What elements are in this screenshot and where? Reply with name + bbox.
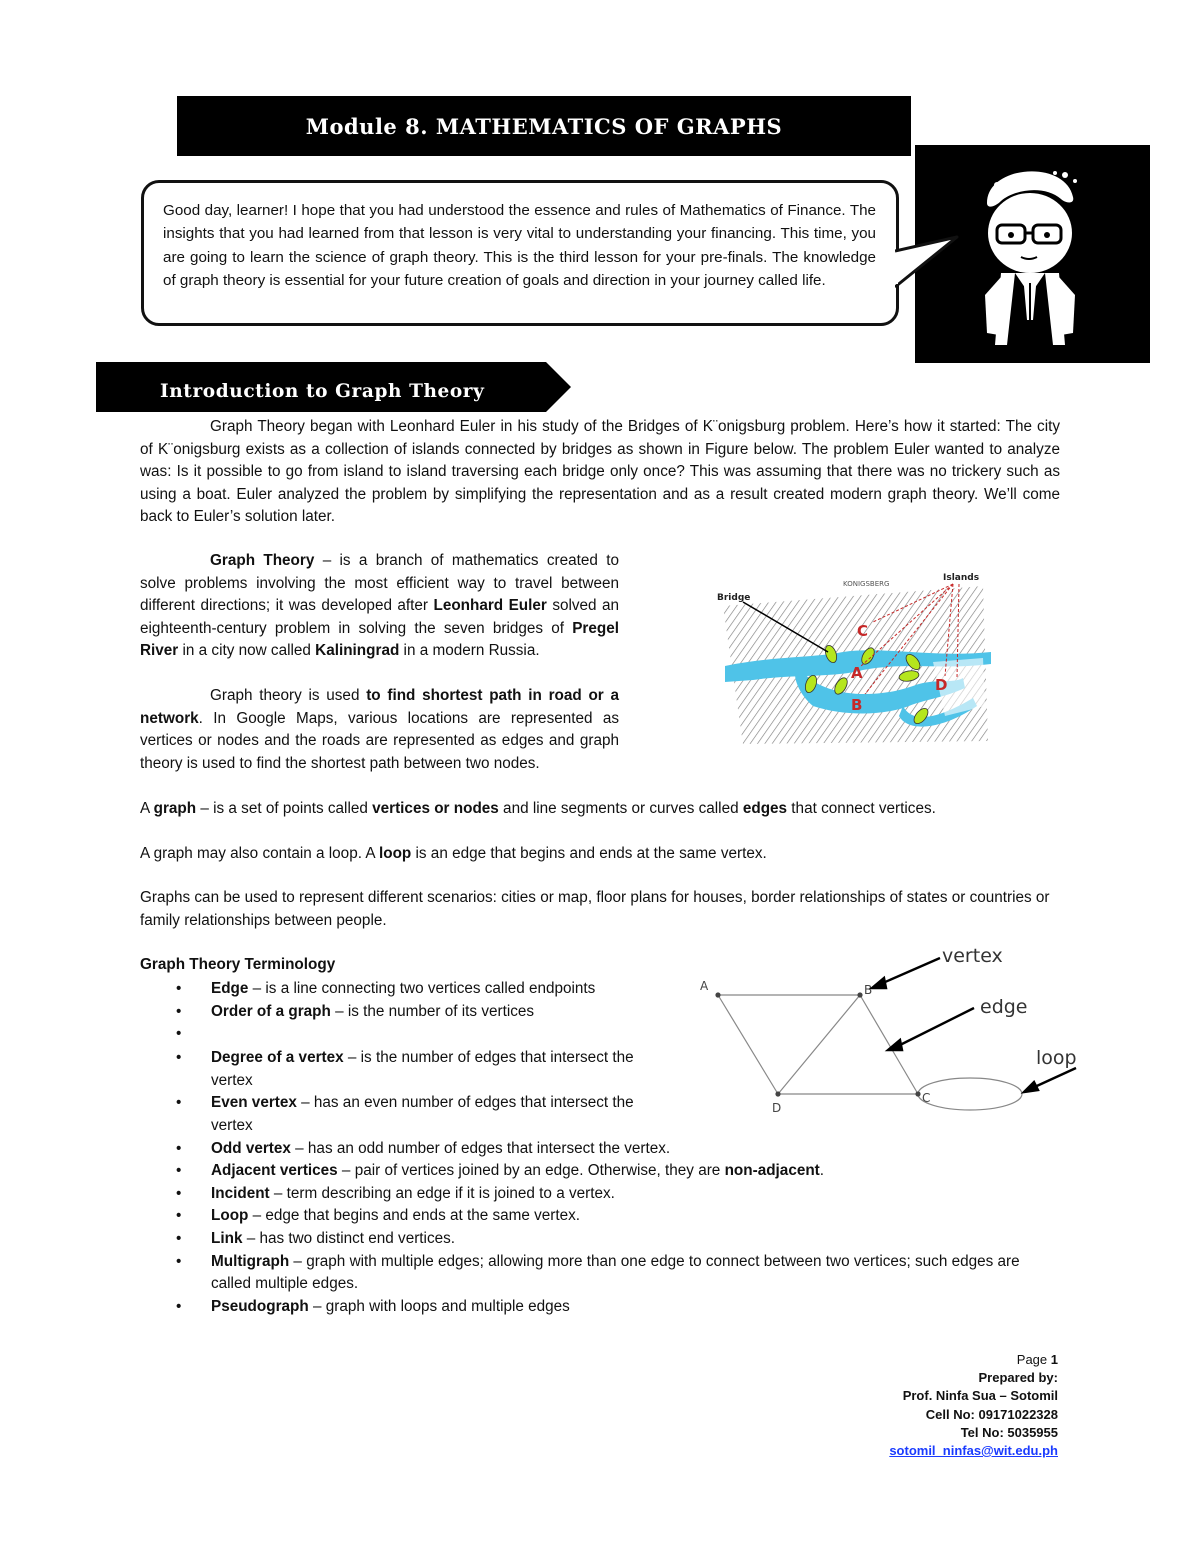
term-desc: – pair of vertices joined by an edge. Otherwise, they are (337, 1162, 725, 1180)
bullet-icon: • (176, 1184, 182, 1202)
term-name: Loop (211, 1207, 249, 1225)
loop-def-text: is an edge that begins and ends at the same vertex. (411, 845, 767, 862)
page-number: 1 (1050, 1352, 1058, 1367)
page-number-line (860, 1351, 1058, 1369)
tel-number: Tel No: 5035955 (960, 1424, 1058, 1440)
vertices-term: vertices or nodes (372, 800, 499, 817)
bullet-icon: • (176, 1207, 182, 1225)
vertex-label-d: D (772, 1101, 782, 1115)
node-label-b: B (851, 696, 863, 714)
non-adjacent-term: non-adjacent (724, 1162, 820, 1180)
term-desc: – is a line connecting two vertices called endpoints (248, 980, 596, 997)
term-name: Multigraph (211, 1252, 290, 1270)
definition-text: solved an eighteenth-century problem in solving the seven bridges of (140, 597, 620, 637)
list-item (140, 1228, 1080, 1251)
term-name: Adjacent vertices (211, 1162, 338, 1180)
term-desc: . (819, 1162, 825, 1180)
term-desc: – is the number of edges that intersect the vertex (211, 1049, 634, 1089)
term-desc: – is the number of its vertices (330, 1002, 535, 1020)
term-desc: – has an even number of edges that intersect the vertex (211, 1094, 634, 1134)
bullet-icon: • (176, 1094, 182, 1112)
term-desc: – has two distinct end vertices. (242, 1229, 456, 1247)
definition-text: in a city now called (178, 642, 316, 659)
node-label-a: A (851, 664, 863, 682)
edges-term: edges (742, 800, 788, 817)
intro-paragraph: Graph Theory began with Leonhard Euler in his study of the Bridges of K¨onigsburg problem. Here’s how it started: The city of K¨onigsburg exists as a collection of islands connected by bridges as shown in Figure below. The problem Euler wanted to analyze was: Is it possible to go from island to island traversing each bridge only once? This was assuming that there was no trickery such as using a boat. Euler analyzed the problem by simplifying the representation and as a result created modern graph theory. We’ll come back to Euler’s solution later. (140, 418, 1060, 525)
list-item (140, 1001, 673, 1024)
term-desc: – graph with loops and multiple edges (308, 1297, 570, 1315)
bullet-icon: • (176, 1049, 182, 1067)
term-desc: – has an odd number of edges that intersect the vertex. (290, 1139, 671, 1157)
bullet-icon: • (176, 1002, 182, 1020)
list-item (140, 1023, 673, 1047)
term-name: Link (211, 1229, 243, 1247)
city-name: Kaliningrad (315, 642, 400, 659)
list-item (140, 1160, 1080, 1183)
vertex-callout: vertex (942, 945, 1003, 967)
list-item (140, 978, 673, 1001)
usage-text: Graph theory is used (210, 687, 367, 704)
node-label-d: D (935, 676, 948, 694)
vertex-label-c: C (922, 1091, 931, 1105)
term-desc: – term describing an edge if it is joined to a vertex. (269, 1184, 615, 1202)
graph-def-text: – is a set of points called (196, 800, 373, 817)
definition-text: in a modern Russia. (399, 642, 540, 659)
graph-def-text: A (140, 800, 154, 817)
greeting-text: Good day, learner! I hope that you had understood the essence and rules of Mathematics of Finance. The insights that you had learned from that lesson is very vital to understanding your financing. This time, you are going to learn the science of graph theory. This is the third lesson for your pre-finals. The knowledge of graph theory is essential for your future creation of goals and direction in your journey called life. (163, 202, 876, 289)
loop-def-text: A graph may also contain a loop. A (140, 845, 379, 862)
graph-definition (140, 798, 1080, 820)
bullet-icon: • (176, 1025, 182, 1043)
graph-term: graph (153, 800, 197, 817)
graph-def-text: and line segments or curves called (498, 800, 743, 817)
graph-def-text: that connect vertices. (787, 800, 936, 817)
euler-name: Leonhard Euler (433, 597, 547, 614)
islands-label: Islands (943, 573, 980, 583)
konigsberg-bridges-map (713, 566, 995, 749)
bullet-icon: • (176, 1297, 182, 1315)
loop-definition (140, 843, 1080, 865)
loop-term: loop (378, 845, 412, 862)
bullet-icon: • (176, 1139, 182, 1157)
term-name: Order of a graph (211, 1002, 331, 1020)
section-banner (96, 362, 571, 412)
author-name: Prof. Ninfa Sua – Sotomil (902, 1388, 1058, 1404)
scenarios-paragraph: Graphs can be used to represent different scenarios: cities or map, floor plans for houses, border relationships of states or countries or family relationships between people. (140, 889, 1050, 929)
speech-bubble-tail (895, 235, 965, 295)
list-item (140, 1205, 1080, 1228)
list-item (140, 1138, 1080, 1161)
term-desc: – graph with multiple edges; allowing more than one edge to connect between two vertices; such edges are called multiple edges. (211, 1252, 1020, 1293)
bullet-icon: • (176, 1252, 182, 1270)
bullet-icon: • (176, 980, 182, 997)
usage-emphasis: to find shortest path in road or a network (140, 687, 619, 727)
vertex-label-b: B (864, 983, 873, 997)
loop-callout: loop (1036, 1047, 1077, 1069)
list-item (140, 1183, 1080, 1206)
page-footer (860, 1351, 1058, 1460)
definition-text: – is a branch of mathematics created to solve problems involving the most efficient way to travel between different directions; it was developed after (140, 552, 619, 614)
module-title-banner (177, 96, 911, 156)
river-name: Pregel River (140, 619, 619, 659)
term-name: Edge (211, 980, 249, 997)
usage-text: . In Google Maps, various locations are represented as vertices or nodes and the roads are represented as edges and graph theory is used to find the shortest path between two nodes. (140, 709, 619, 772)
bullet-icon: • (176, 1162, 182, 1180)
node-label-c: C (857, 622, 869, 640)
term-desc: – edge that begins and ends at the same vertex. (248, 1207, 581, 1225)
section-title: Introduction to Graph Theory (160, 381, 485, 402)
list-item (140, 1251, 1061, 1296)
module-title: Module 8. MATHEMATICS OF GRAPHS (305, 113, 783, 139)
bridge-label: Bridge (717, 593, 751, 603)
list-item (140, 1296, 1080, 1319)
page-word: Page (1016, 1352, 1051, 1367)
prepared-by: Prepared by: (978, 1370, 1058, 1386)
term-name: Pseudograph (211, 1297, 309, 1315)
term-name: Odd vertex (211, 1139, 291, 1157)
definition-term: Graph Theory (210, 552, 315, 569)
list-item (140, 1092, 673, 1137)
term-name: Degree of a vertex (211, 1049, 344, 1067)
bullet-icon: • (176, 1229, 182, 1247)
term-name: Incident (211, 1184, 270, 1202)
cell-number: Cell No: 09171022328 (925, 1406, 1058, 1422)
graph-theory-usage (140, 685, 619, 775)
edge-callout: edge (980, 996, 1028, 1018)
terminology-heading: Graph Theory Terminology (140, 956, 336, 973)
terminology-section (140, 954, 1080, 1318)
map-title-text: KONIGSBERG (843, 580, 890, 588)
list-item (140, 1047, 673, 1092)
term-name: Even vertex (211, 1094, 297, 1112)
vertex-label-a: A (700, 979, 709, 993)
email-link[interactable]: sotomil_ninfas@wit.edu.ph (889, 1443, 1058, 1459)
graph-theory-definition (140, 550, 619, 663)
